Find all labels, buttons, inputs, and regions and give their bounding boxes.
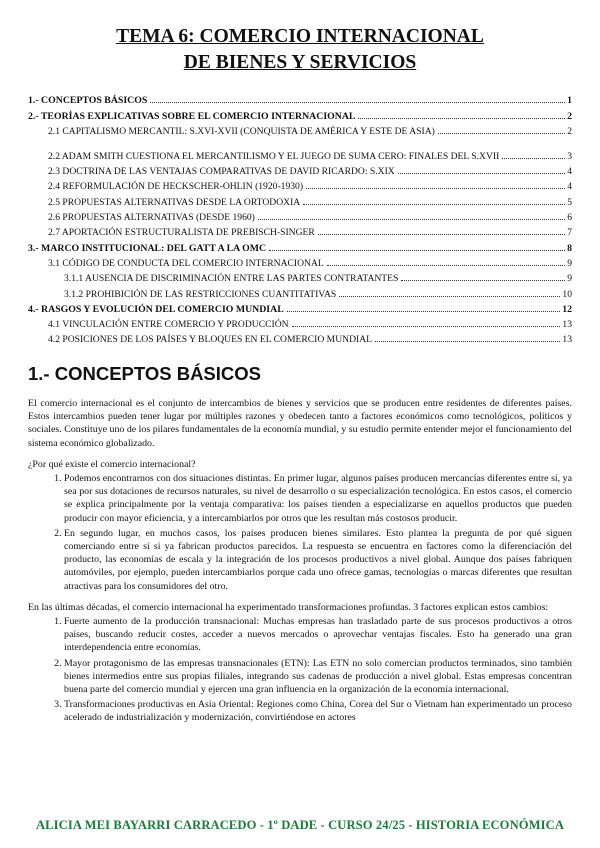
toc-entry[interactable]: 2.2 ADAM SMITH CUESTIONA EL MERCANTILISMO Y EL JUEGO DE SUMA CERO: FINALES DEL S.XVII 3	[48, 150, 572, 162]
list-item: 2. En segundo lugar, en muchos casos, los países producen bienes similares. Esto plantea la pregunta de por qué siguen comerciando entre sí si ya fabrican productos parecidos. La respuesta se encuentra en factores como la diferenciación del producto, las economías de escala y la integración de los procesos productivos a nivel global. Aunque dos países fabriquen automóviles, por ejemplo, pueden intercambiarlos porque cada uno ofrece gamas, tecnologías o marcas diferentes que resultan atractivas para los consumidores del otro.	[64, 527, 572, 593]
toc-entry[interactable]: 2.5 PROPUESTAS ALTERNATIVAS DESDE LA ORTODOXIA 5	[48, 196, 572, 208]
intro-paragraph: El comercio internacional es el conjunto de intercambios de bienes y servicios que se producen entre residentes de diferentes países. Estos intercambios pueden tener lugar por múltiples razones y obedecen tanto a factores económicos como tecnológicos, políticos y sociales. Constituye uno de los pilares fundamentales de la economía mundial, y su estudio permite entender mejor el funcionamiento del sistema económico globalizado.	[28, 398, 572, 449]
toc-entry[interactable]: 3.1.2 PROHIBICIÓN DE LAS RESTRICCIONES CUANTITATIVAS 10	[64, 288, 572, 300]
list-item: 2. Mayor protagonismo de las empresas transnacionales (ETN): Las ETN no solo comercian productos terminados, sino también bienes intermedios entre sus propias filiales, integrando sus cadenas de producción a nivel global. Estas empresas concentran buena parte del comercio mundial y ejercen una gran influencia en la organización de la economía internacional.	[64, 657, 572, 697]
changes-intro-paragraph: En las últimas décadas, el comercio internacional ha experimentado transformaciones profundas. 3 factores explican estos cambios:	[28, 601, 549, 613]
toc-entry[interactable]: 4.- RASGOS Y EVOLUCIÓN DEL COMERCIO MUNDIAL 12	[28, 303, 572, 315]
page-footer: ALICIA MEI BAYARRI CARRACEDO - 1º DADE - CURSO 24/25 - HISTORIA ECONÓMICA	[35, 818, 565, 832]
table-of-contents	[28, 91, 572, 345]
toc-entry[interactable]: 2.6 PROPUESTAS ALTERNATIVAS (DESDE 1960) 6	[48, 212, 572, 224]
changes-list	[28, 615, 572, 725]
reasons-list	[28, 472, 572, 593]
toc-entry[interactable]: 2.- TEORÍAS EXPLICATIVAS SOBRE EL COMERCIO INTERNACIONAL 2	[28, 110, 572, 122]
title-line-1: TEMA 6: COMERCIO INTERNACIONAL	[116, 26, 484, 47]
section-body	[28, 397, 572, 733]
toc-entry[interactable]: 2.3 DOCTRINA DE LAS VENTAJAS COMPARATIVAS DE DAVID RICARDO: S.XIX 4	[48, 166, 572, 178]
toc-entry[interactable]: 1.- CONCEPTOS BÁSICOS 1	[28, 95, 572, 107]
toc-entry[interactable]: 2.7 APORTACIÓN ESTRUCTURALISTA DE PREBISCH-SINGER 7	[48, 227, 572, 239]
list-item: 3. Transformaciones productivas en Asia Oriental: Regiones como China, Corea del Sur o Vietnam han experimentado un proceso acelerado de industrialización y modernización, convirtiéndose en actores	[64, 698, 572, 724]
toc-entry[interactable]: 3.- MARCO INSTITUCIONAL: DEL GATT A LA OMC 8	[28, 242, 572, 254]
document-title	[0, 24, 600, 76]
question-paragraph: ¿Por qué existe el comercio internacional?	[28, 458, 196, 470]
title-line-2: DE BIENES Y SERVICIOS	[183, 52, 417, 73]
toc-entry[interactable]: 3.1 CÓDIGO DE CONDUCTA DEL COMERCIO INTERNACIONAL 9	[48, 257, 572, 269]
toc-entry[interactable]: 4.1 VINCULACIÓN ENTRE COMERCIO Y PRODUCCIÓN 13	[48, 319, 572, 331]
toc-entry[interactable]: 2.4 REFORMULACIÓN DE HECKSCHER-OHLIN (1920-1930) 4	[48, 181, 572, 193]
list-item: 1. Podemos encontrarnos con dos situaciones distintas. En primer lugar, algunos países producen mercancías diferentes entre sí, ya sea por sus dotaciones de recursos naturales, su nivel de desarrollo o su especialización tecnológica. En estos casos, el comercio se explica principalmente por la ventaja comparativa: los países tienden a especializarse en aquellos productos que pueden producir con mayor eficiencia, y a intercambiarlos por otros que les resultan más costosos producir.	[64, 472, 572, 525]
toc-entry[interactable]: 2.1 CAPITALISMO MERCANTIL: S.XVI-XVII (CONQUISTA DE AMÉRICA Y ESTE DE ASIA) 2	[48, 125, 572, 137]
toc-entry[interactable]: 3.1.1 AUSENCIA DE DISCRIMINACIÓN ENTRE LAS PARTES CONTRATANTES 9	[64, 273, 572, 285]
list-item: 1. Fuerte aumento de la producción transnacional: Muchas empresas han trasladado parte de sus procesos productivos a otros países, buscando reducir costes, acceder a nuevos mercados o aprovechar ventajas fiscales. Esto ha generado una gran interdependencia entre economías.	[64, 615, 572, 655]
section-heading: 1.- CONCEPTOS BÁSICOS	[28, 363, 262, 384]
toc-entry[interactable]: 4.2 POSICIONES DE LOS PAÍSES Y BLOQUES EN EL COMERCIO MUNDIAL 13	[48, 334, 572, 346]
